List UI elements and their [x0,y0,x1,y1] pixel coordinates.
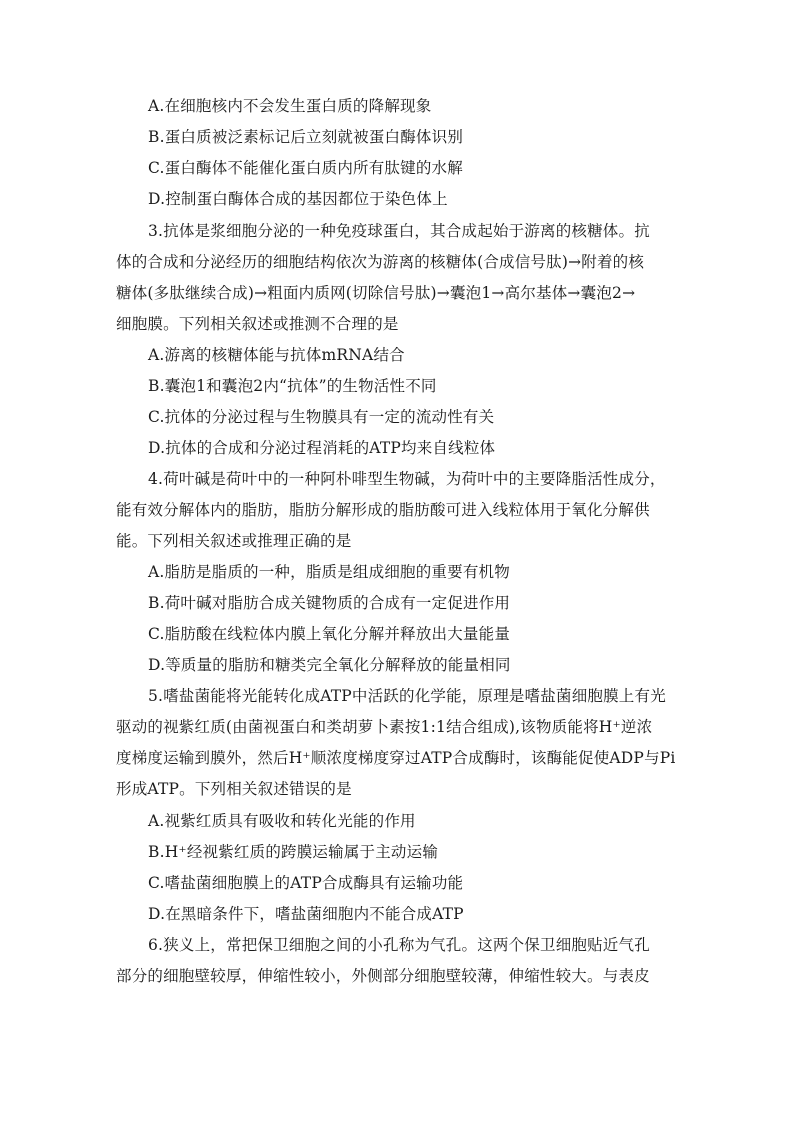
question-4-line-2: 能有效分解体内的脂肪，脂肪分解形成的脂肪酸可进入线粒体用于氧化分解供 [116,501,650,519]
question-6-line-2: 部分的细胞壁较厚，伸缩性较小，外侧部分细胞壁较薄，伸缩性较大。与表皮 [116,967,650,985]
option-c-line: C.脂肪酸在线粒体内膜上氧化分解并释放出大量能量 [148,625,511,643]
question-3-line-3: 糖体(多肽继续合成)→粗面内质网(切除信号肽)→囊泡1→高尔基体→囊泡2→ [116,284,636,302]
option-c-line: C.蛋白酶体不能催化蛋白质内所有肽键的水解 [148,159,463,177]
question-5-line-2: 驱动的视紫红质(由菌视蛋白和类胡萝卜素按1:1结合组成),该物质能将H⁺逆浓 [116,718,653,736]
question-3-line-2: 体的合成和分泌经历的细胞结构依次为游离的核糖体(合成信号肽)→附着的核 [116,253,645,271]
option-d-line: D.控制蛋白酶体合成的基因都位于染色体上 [148,190,448,208]
option-a-line: A.脂肪是脂质的一种，脂质是组成细胞的重要有机物 [148,563,510,581]
option-d-line: D.在黑暗条件下，嗜盐菌细胞内不能合成ATP [148,905,464,923]
question-4-line-1: 4.荷叶碱是荷叶中的一种阿朴啡型生物碱，为荷叶中的主要降脂活性成分， [148,470,666,488]
option-c-line: C.嗜盐菌细胞膜上的ATP合成酶具有运输功能 [148,874,464,892]
question-5-line-3: 度梯度运输到膜外，然后H⁺顺浓度梯度穿过ATP合成酶时，该酶能促使ADP与Pi [116,749,676,767]
question-4-line-3: 能。下列相关叙述或推理正确的是 [116,532,352,550]
option-b-line: B.H⁺经视紫红质的跨膜运输属于主动运输 [148,843,439,861]
option-c-line: C.抗体的分泌过程与生物膜具有一定的流动性有关 [148,408,495,426]
option-a-line: A.视紫红质具有吸收和转化光能的作用 [148,812,416,830]
option-b-line: B.荷叶碱对脂肪合成关键物质的合成有一定促进作用 [148,594,511,612]
question-3-line-4: 细胞膜。下列相关叙述或推测不合理的是 [116,315,399,333]
option-d-line: D.等质量的脂肪和糖类完全氧化分解释放的能量相同 [148,656,511,674]
option-b-line: B.囊泡1和囊泡2内“抗体”的生物活性不同 [148,377,437,395]
option-d-line: D.抗体的合成和分泌过程消耗的ATP均来自线粒体 [148,439,496,457]
option-b-line: B.蛋白质被泛素标记后立刻就被蛋白酶体识别 [148,128,464,146]
option-a-line: A.在细胞核内不会发生蛋白质的降解现象 [148,97,432,115]
question-5-line-4: 形成ATP。下列相关叙述错误的是 [116,780,352,798]
question-5-line-1: 5.嗜盐菌能将光能转化成ATP中活跃的化学能，原理是嗜盐菌细胞膜上有光 [148,687,666,705]
question-6-line-1: 6.狭义上，常把保卫细胞之间的小孔称为气孔。这两个保卫细胞贴近气孔 [148,936,650,954]
option-a-line: A.游离的核糖体能与抗体mRNA结合 [148,346,405,364]
question-3-line-1: 3.抗体是浆细胞分泌的一种免疫球蛋白，其合成起始于游离的核糖体。抗 [148,222,650,240]
